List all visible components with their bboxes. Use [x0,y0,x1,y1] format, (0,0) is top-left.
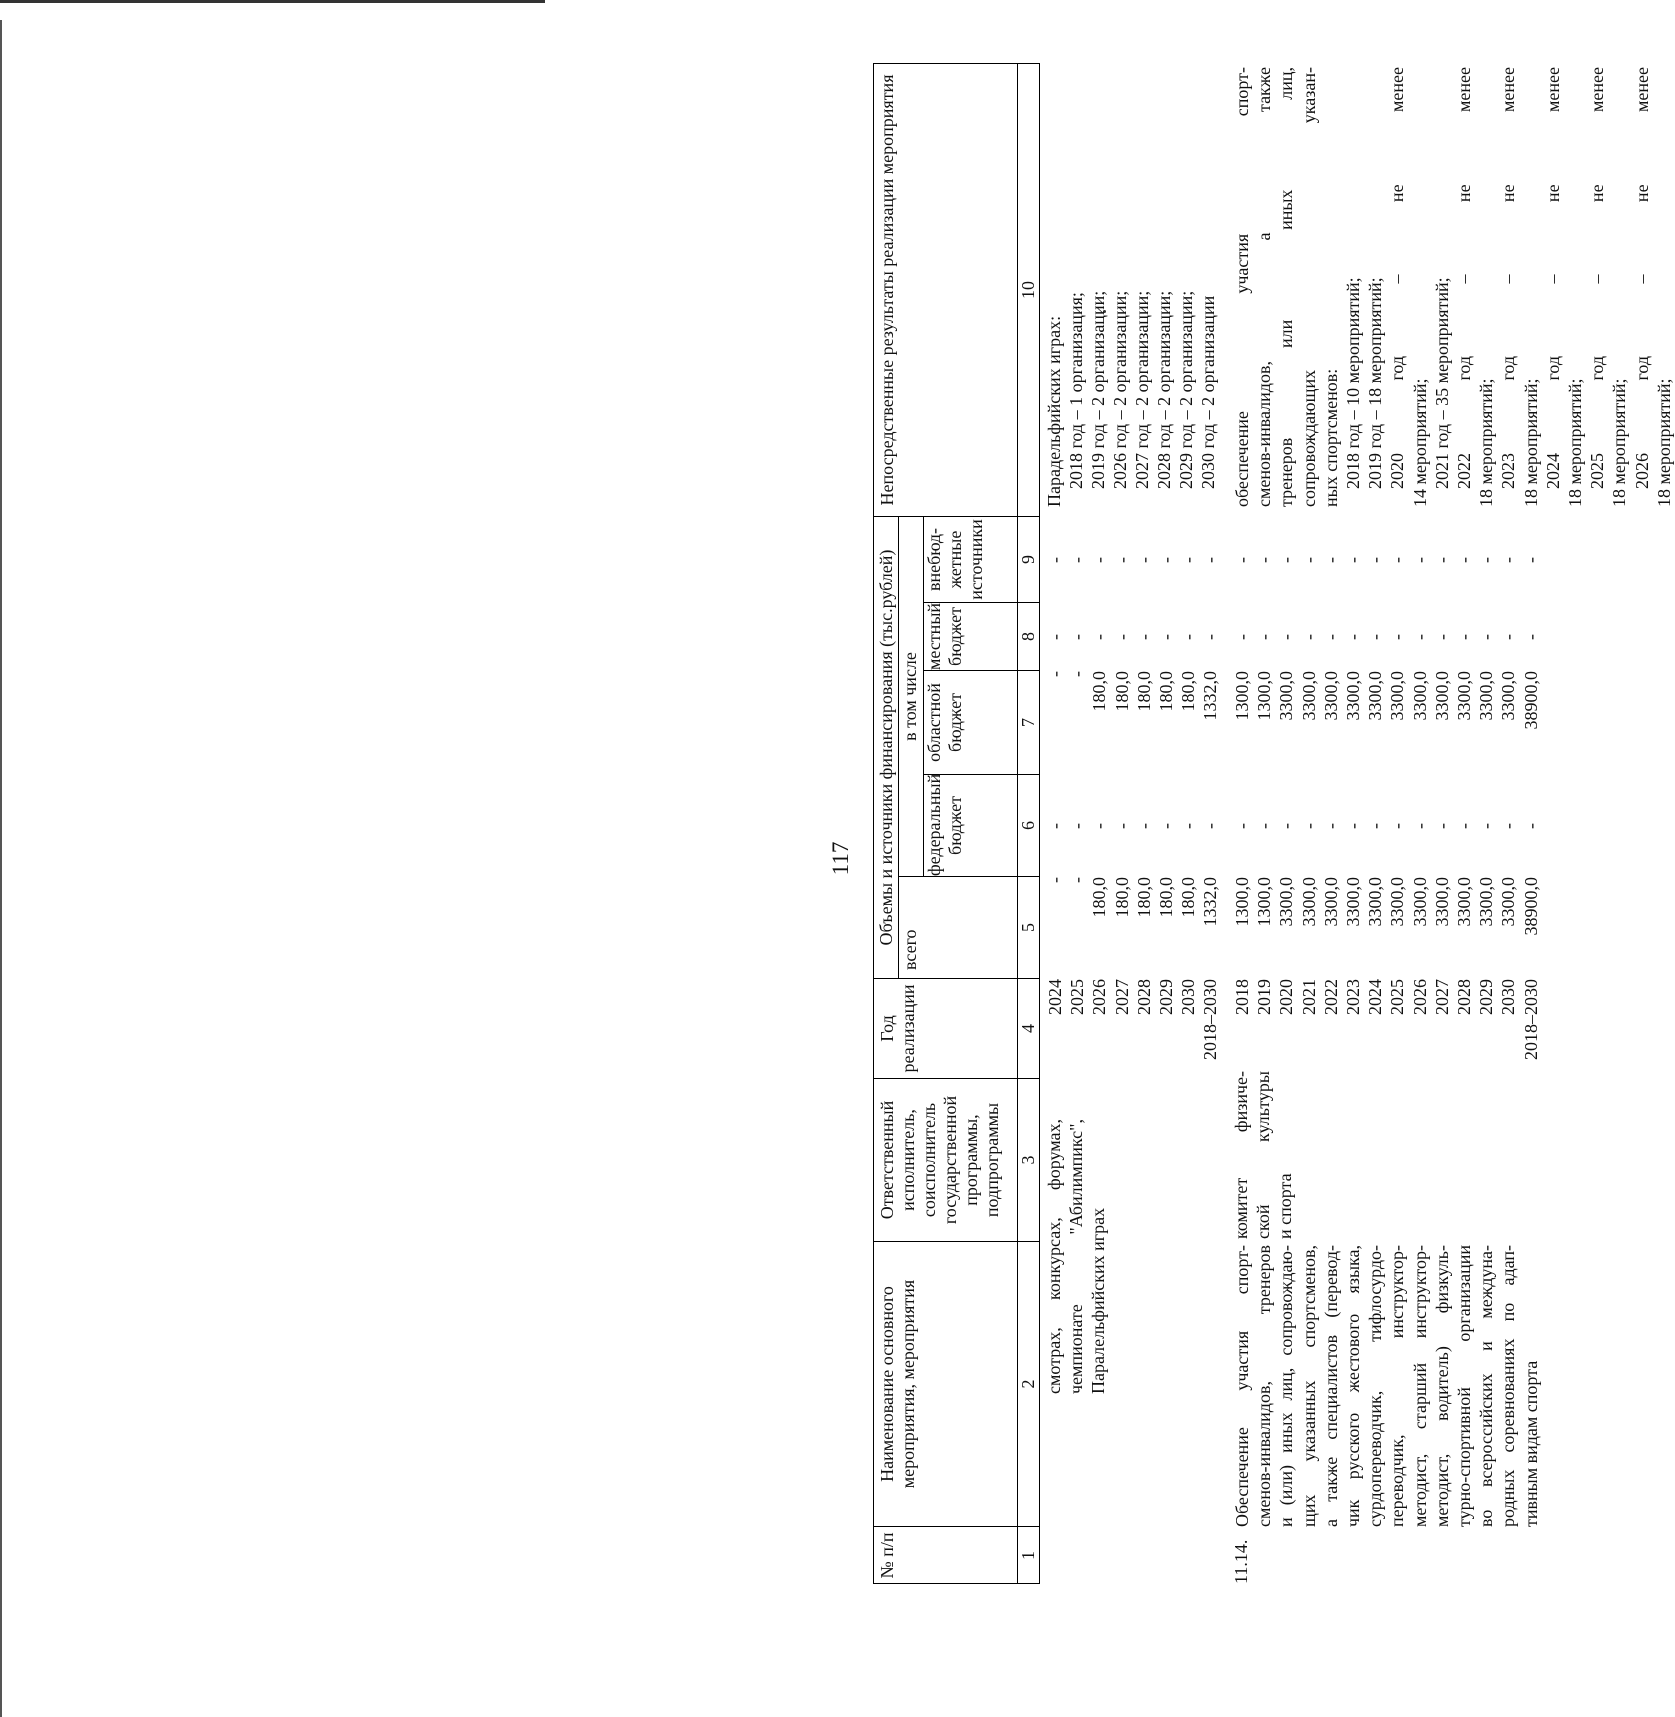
block1-local-cell: - [1067,634,1088,640]
block2-result-line: 2021 год – 35 мероприятий; [1431,277,1452,489]
block1-local-cell: - [1045,634,1065,640]
block2-extrabudget-cell: - [1232,557,1252,563]
block2-result-line: 2020 год – не менее [1387,67,1408,489]
block2-local-cell: - [1409,634,1430,640]
block2-total-cell: 3300,0 [1409,877,1430,927]
block2-extrabudget-cell: - [1343,557,1363,563]
block2-year-cell: 2024 [1365,979,1386,1015]
col-number-7: 7 [1018,718,1038,727]
block1-federal-cell: - [1200,823,1221,829]
block2-extrabudget-cell: - [1476,557,1497,563]
block2-name-line: щих указанных спортсменов, [1298,1245,1319,1527]
block1-result-line: 2027 год – 2 организации; [1132,290,1152,489]
block2-regional-cell: 3300,0 [1454,671,1474,721]
block2-result-line: тренеров или иных лиц, [1276,67,1297,507]
block1-regional-cell: 180,0 [1089,671,1110,712]
block2-year-cell: 2028 [1454,979,1474,1015]
block2-year-cell: 2021 [1298,979,1319,1015]
block2-federal-cell: - [1343,823,1363,829]
block1-regional-cell: 180,0 [1156,671,1176,712]
col-number-9: 9 [1018,555,1038,564]
block2-year-cell: 2030 [1498,979,1519,1015]
block2-local-cell: - [1320,634,1341,640]
block1-regional-cell: 180,0 [1133,671,1154,712]
block1-regional-cell: - [1045,671,1065,677]
block2-total-cell: 3300,0 [1476,877,1497,927]
block2-extrabudget-cell: - [1320,557,1341,563]
block1-extrabudget-cell: - [1111,557,1132,563]
block2-result-line: сопровождающих указан- [1298,67,1319,507]
block2-regional-cell: 3300,0 [1276,671,1297,721]
block2-local-cell: - [1276,634,1297,640]
header-results: Непосредственные результаты реализации мероприятия [877,74,897,506]
block1-total-cell: - [1067,877,1088,883]
block2-regional-cell: 3300,0 [1343,671,1363,721]
block2-federal-cell: - [1387,823,1408,829]
block2-result-line: 2022 год – не менее [1454,67,1474,489]
block1-result-line: 2029 год – 2 организации; [1176,290,1196,489]
block2-name-line: методист, водитель) физкуль- [1431,1245,1452,1527]
block2-extrabudget-cell: - [1520,557,1541,563]
block1-year-cell: 2018–2030 [1200,979,1221,1060]
block2-result-line: 2019 год – 18 мероприятий; [1365,277,1386,489]
header-local: местный бюджет [924,602,965,670]
header-number: № п/п [877,1532,897,1579]
block2-total-cell: 3300,0 [1431,877,1452,927]
block2-year-cell: 2029 [1476,979,1497,1015]
block2-federal-cell: - [1298,823,1319,829]
block1-extrabudget-cell: - [1200,557,1221,563]
header-total: всего [900,929,920,970]
block2-regional-cell: 3300,0 [1320,671,1341,721]
block2-local-cell: - [1365,634,1386,640]
block2-total-cell: 3300,0 [1387,877,1408,927]
block2-executor-line: и спорта [1275,1173,1295,1239]
block1-extrabudget-cell: - [1045,557,1065,563]
block1-local-cell: - [1111,634,1132,640]
block2-regional-cell: 3300,0 [1498,671,1519,721]
block2-extrabudget-cell: - [1431,557,1452,563]
block2-federal-cell: - [1520,823,1541,829]
block1-extrabudget-cell: - [1156,557,1176,563]
block2-result-line: 2026 год – не менее [1631,67,1652,489]
block2-total-cell: 3300,0 [1343,877,1363,927]
block2-result-line: обеспечение участия спорт- [1232,67,1252,507]
block1-year-cell: 2024 [1045,979,1065,1015]
block2-local-cell: - [1431,634,1452,640]
block1-total-cell: 180,0 [1156,877,1176,918]
block1-name-line: чемпионате "Абилимпикс", [1066,1119,1086,1394]
block2-extrabudget-cell: - [1298,557,1319,563]
block2-total-cell: 3300,0 [1454,877,1474,927]
block2-extrabudget-cell: - [1365,557,1386,563]
block2-year-cell: 2019 [1254,979,1275,1015]
block2-name-line: Обеспечение участия спорт- [1232,1245,1252,1527]
header-year: Год реализации [877,984,918,1073]
block2-local-cell: - [1298,634,1319,640]
block2-name-line: и (или) иных лиц, сопровождаю- [1276,1245,1297,1527]
block1-federal-cell: - [1111,823,1132,829]
block2-number: 11.14. [1231,1539,1251,1584]
block1-federal-cell: - [1045,823,1065,829]
block2-federal-cell: - [1232,823,1252,829]
block2-year-cell: 2026 [1409,979,1430,1015]
block1-year-cell: 2030 [1178,979,1199,1015]
block1-result-line: 2028 год – 2 организации; [1154,290,1174,489]
block2-name-line: сменов-инвалидов, тренеров [1254,1245,1275,1527]
block2-regional-cell: 3300,0 [1431,671,1452,721]
block1-extrabudget-cell: - [1133,557,1154,563]
block1-extrabudget-cell: - [1089,557,1110,563]
block1-local-cell: - [1178,634,1199,640]
col-number-8: 8 [1018,632,1038,641]
block2-year-cell: 2027 [1431,979,1452,1015]
block2-federal-cell: - [1276,823,1297,829]
block1-regional-cell: 1332,0 [1200,671,1221,721]
block2-name-line: турно-спортивной организации [1454,1245,1474,1527]
block2-local-cell: - [1232,634,1252,640]
header-measure-name: Наименование основного мероприятия, мероприятия [877,1279,918,1489]
block1-federal-cell: - [1156,823,1176,829]
block2-year-cell: 2025 [1387,979,1408,1015]
col-number-10: 10 [1018,281,1038,299]
block1-local-cell: - [1156,634,1176,640]
block2-year-cell: 2018–2030 [1520,979,1541,1060]
block2-total-cell: 3300,0 [1298,877,1319,927]
block2-federal-cell: - [1431,823,1452,829]
block1-regional-cell: - [1067,671,1088,677]
block2-regional-cell: 3300,0 [1365,671,1386,721]
col-number-6: 6 [1018,821,1038,830]
col-number-3: 3 [1018,1155,1038,1165]
block2-local-cell: - [1387,634,1408,640]
block2-name-line: чик русского жестового языка, [1343,1245,1363,1527]
block2-name-line: во всероссийских и междуна- [1476,1245,1497,1527]
block2-federal-cell: - [1454,823,1474,829]
block1-name-line: смотрах, конкурсах, форумах, [1044,1119,1064,1394]
block1-total-cell: 1332,0 [1200,877,1221,927]
col-number-2: 2 [1018,1379,1038,1389]
block2-year-cell: 2020 [1276,979,1297,1015]
block2-federal-cell: - [1498,823,1519,829]
header-extrabudget: внебюд- жетные источники [924,519,986,600]
block1-local-cell: - [1133,634,1154,640]
block2-result-line: 18 мероприятий; [1653,378,1674,507]
block2-result-line: 18 мероприятий; [1476,378,1497,507]
block2-total-cell: 3300,0 [1498,877,1519,927]
block2-total-cell: 38900,0 [1520,877,1541,936]
block2-regional-cell: 1300,0 [1232,671,1252,721]
block2-federal-cell: - [1476,823,1497,829]
block2-result-line: 14 мероприятий; [1409,378,1430,507]
header-table [873,63,1039,1584]
block2-local-cell: - [1476,634,1497,640]
block2-extrabudget-cell: - [1254,557,1275,563]
block1-result-line: 2019 год – 2 организации; [1088,290,1108,489]
block1-result-line: Парадельфийских играх: [1044,315,1064,507]
block2-name-line: а также специалистов (перевод- [1320,1245,1341,1527]
block1-total-cell: 180,0 [1089,877,1110,918]
block2-federal-cell: - [1254,823,1275,829]
block1-federal-cell: - [1178,823,1199,829]
header-including: в том числе [900,652,920,741]
block2-result-line: 18 мероприятий; [1609,378,1630,507]
block2-name-line: тивным видам спорта [1520,1360,1541,1527]
block2-executor-line: ской культуры [1253,1071,1273,1239]
block1-year-cell: 2029 [1156,979,1176,1015]
block2-executor-line: комитет физиче- [1231,1071,1251,1239]
block2-extrabudget-cell: - [1454,557,1474,563]
block1-local-cell: - [1089,634,1110,640]
block2-result-line: 18 мероприятий; [1565,378,1585,507]
block1-extrabudget-cell: - [1178,557,1199,563]
block1-regional-cell: 180,0 [1178,671,1199,712]
block2-regional-cell: 3300,0 [1409,671,1430,721]
block1-year-cell: 2027 [1111,979,1132,1015]
block1-extrabudget-cell: - [1067,557,1088,563]
block2-extrabudget-cell: - [1498,557,1519,563]
block1-result-line: 2030 год – 2 организации [1198,295,1218,489]
block2-year-cell: 2022 [1320,979,1341,1015]
block1-total-cell: 180,0 [1133,877,1154,918]
block1-federal-cell: - [1133,823,1154,829]
block2-regional-cell: 3300,0 [1476,671,1497,721]
block1-result-line: 2018 год – 1 организация; [1066,292,1086,489]
block1-local-cell: - [1200,634,1221,640]
block2-name-line: методист, старший инструктор- [1409,1245,1430,1527]
page-number: 117 [828,841,853,876]
block2-regional-cell: 3300,0 [1298,671,1319,721]
block1-total-cell: 180,0 [1178,877,1199,918]
block2-total-cell: 1300,0 [1232,877,1252,927]
block2-result-line: 2025 год – не менее [1587,67,1608,489]
block1-year-cell: 2026 [1089,979,1110,1015]
block2-extrabudget-cell: - [1409,557,1430,563]
block2-federal-cell: - [1320,823,1341,829]
block2-name-line: переводчик, инструктор- [1387,1245,1408,1527]
block1-total-cell: 180,0 [1111,877,1132,918]
block2-result-line: ных спортсменов: [1320,368,1341,507]
header-regional: областной бюджет [924,683,965,762]
block2-result-line: 2024 год – не менее [1542,67,1563,489]
block2-local-cell: - [1498,634,1519,640]
col-number-4: 4 [1018,1024,1038,1033]
block2-local-cell: - [1343,634,1363,640]
block2-extrabudget-cell: - [1387,557,1408,563]
block2-total-cell: 3300,0 [1276,877,1297,927]
block2-federal-cell: - [1365,823,1386,829]
col-number-5: 5 [1018,923,1038,932]
block2-year-cell: 2023 [1343,979,1363,1015]
block2-regional-cell: 3300,0 [1387,671,1408,721]
table-top-border [873,63,874,1584]
block1-total-cell: - [1045,877,1065,883]
col-number-1: 1 [1018,1551,1038,1560]
block2-result-line: 2023 год – не менее [1498,67,1519,489]
block2-extrabudget-cell: - [1276,557,1297,563]
block2-regional-cell: 1300,0 [1254,671,1275,721]
block1-result-line: 2026 год – 2 организации; [1110,290,1130,489]
block2-total-cell: 1300,0 [1254,877,1275,927]
number-row-bottom-border [1039,63,1040,1584]
block2-year-cell: 2018 [1232,979,1252,1015]
block2-result-line: 2018 год – 10 мероприятий; [1343,277,1363,489]
header-executor: Ответственный исполнитель, соисполнитель государственной программы, подпрограммы [877,1095,1002,1225]
block1-regional-cell: 180,0 [1111,671,1132,712]
header-federal: федеральный бюджет [924,773,965,876]
block2-federal-cell: - [1409,823,1430,829]
group-header-divider [898,517,899,979]
block2-result-line: 18 мероприятий; [1520,378,1541,507]
block1-year-cell: 2025 [1067,979,1088,1015]
block2-local-cell: - [1454,634,1474,640]
block2-result-line: сменов-инвалидов, а также [1254,67,1275,507]
block2-regional-cell: 38900,0 [1520,671,1541,730]
header-financing-group: Объемы и источники финансирования (тыс.рублей) [876,549,896,946]
block1-federal-cell: - [1089,823,1110,829]
block1-federal-cell: - [1067,823,1088,829]
block2-local-cell: - [1520,634,1541,640]
block2-total-cell: 3300,0 [1365,877,1386,927]
block1-year-cell: 2028 [1133,979,1154,1015]
block1-name-line: Паралельфийских играх [1088,1207,1108,1394]
block2-name-line: сурдопереводчик, тифлосурдо- [1365,1245,1386,1527]
block2-local-cell: - [1254,634,1275,640]
block2-name-line: родных соревнованиях по адап- [1498,1245,1519,1527]
block2-total-cell: 3300,0 [1320,877,1341,927]
